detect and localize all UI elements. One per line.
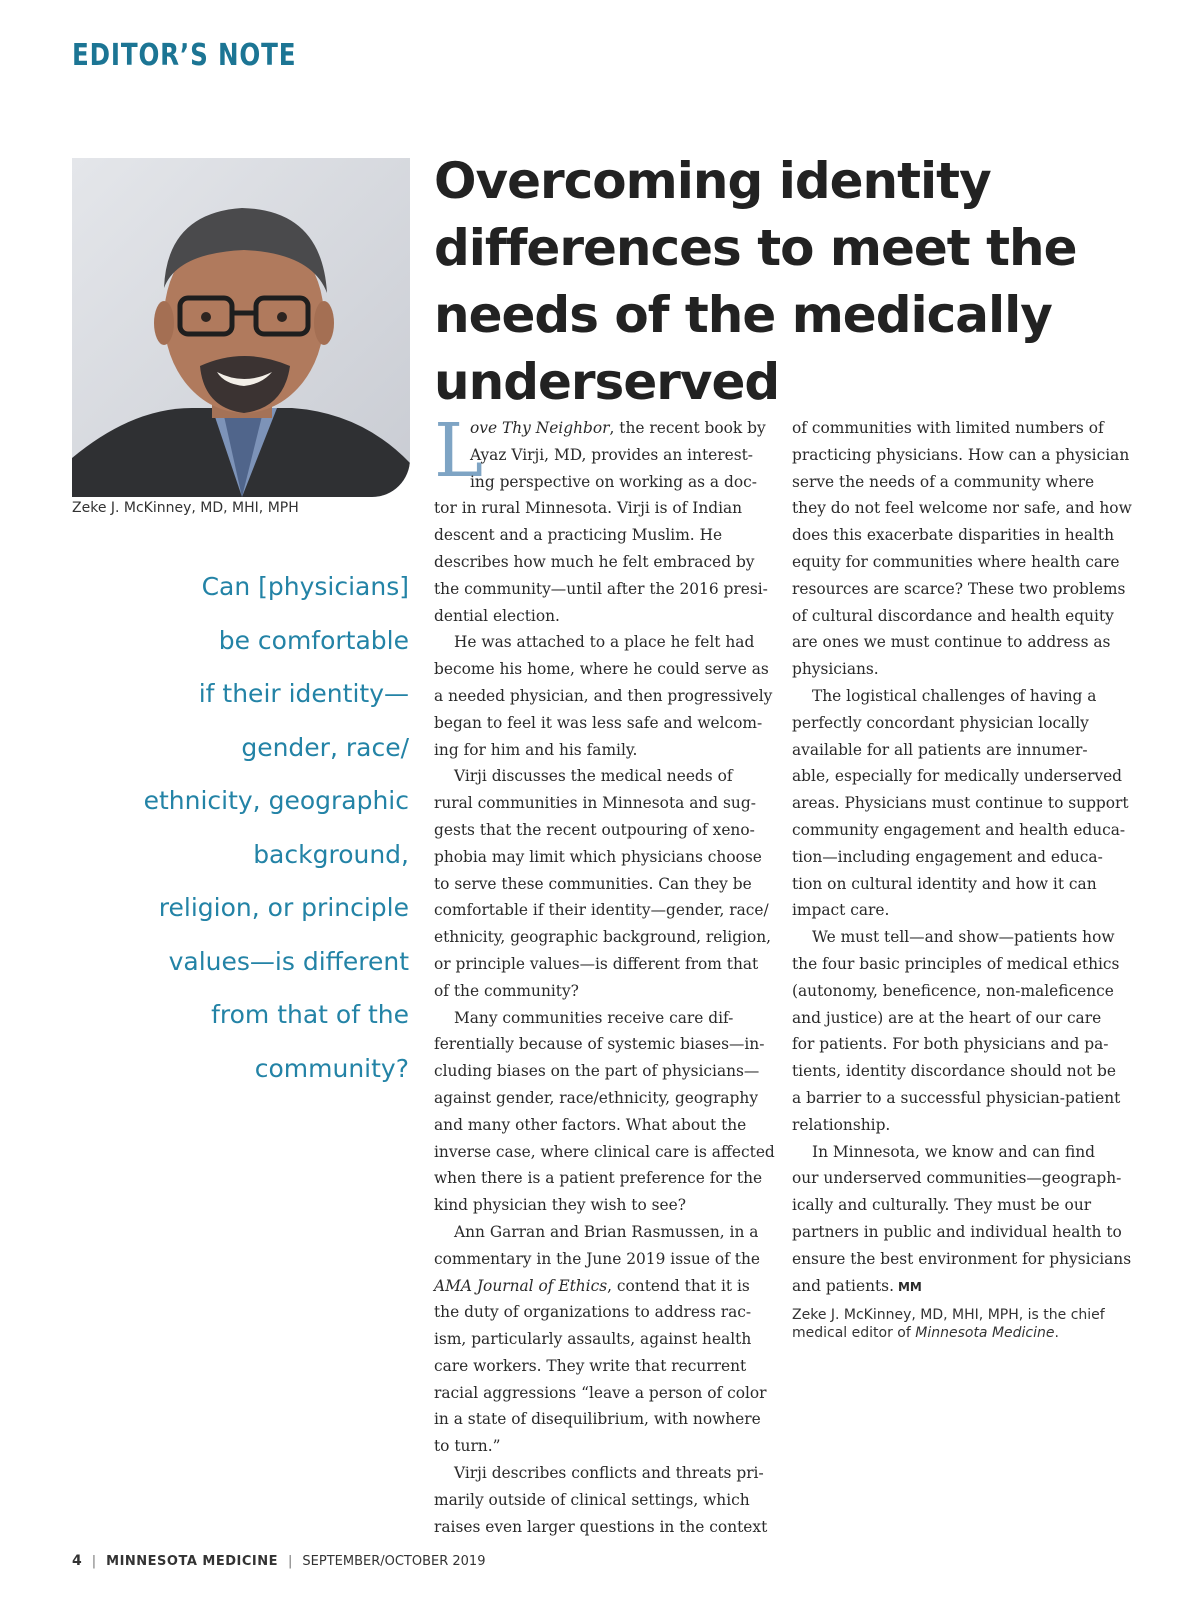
body-line: become his home, where he could serve as bbox=[434, 660, 769, 679]
pull-quote-line: gender, race/ bbox=[241, 732, 409, 762]
pull-quote-line: Can [physicians] bbox=[201, 572, 409, 601]
body-line: areas. Physicians must continue to support bbox=[792, 794, 1129, 813]
body-line: the duty of organizations to address rac- bbox=[434, 1303, 752, 1322]
body-line: ferentially because of systemic biases—in- bbox=[434, 1035, 765, 1054]
body-line: We must tell—and show—patients how bbox=[812, 928, 1115, 947]
body-line: descent and a practicing Muslim. He bbox=[434, 526, 723, 545]
body-line: racial aggressions “leave a person of color bbox=[434, 1383, 767, 1402]
body-line: are ones we must continue to address as bbox=[792, 633, 1111, 652]
headline-line: Overcoming identity bbox=[434, 152, 991, 210]
body-line: against gender, race/ethnicity, geography bbox=[434, 1088, 759, 1107]
body-line: ensure the best environment for physicians bbox=[792, 1249, 1132, 1268]
body-line: (autonomy, beneficence, non-maleficence bbox=[792, 981, 1114, 1000]
body-line: Ann Garran and Brian Rasmussen, in a bbox=[454, 1222, 759, 1241]
body-line: ism, particularly assaults, against health bbox=[434, 1330, 752, 1349]
body-line-text: and patients. bbox=[792, 1276, 894, 1295]
body-line: care workers. They write that recurrent bbox=[434, 1356, 747, 1375]
end-mark: MM bbox=[897, 1279, 922, 1294]
headline-line: underserved bbox=[434, 353, 780, 411]
pull-quote-line: from that of the bbox=[211, 1000, 409, 1029]
body-line: community engagement and health educa- bbox=[792, 820, 1126, 839]
body-line: able, especially for medically underserved bbox=[792, 767, 1123, 786]
body-line: Virji discusses the medical needs of bbox=[454, 767, 733, 786]
body-line: ing perspective on working as a doc- bbox=[470, 472, 757, 491]
author-photo bbox=[72, 158, 410, 497]
body-line: inverse case, where clinical care is affected bbox=[434, 1142, 775, 1161]
body-line: ethnicity, geographic background, religion, bbox=[434, 928, 772, 947]
body-line: practicing physicians. How can a physician bbox=[792, 445, 1130, 464]
body-line: the four basic principles of medical ethics bbox=[792, 954, 1120, 973]
photo-caption: Zeke J. McKinney, MD, MHI, MPH bbox=[72, 500, 299, 516]
body-line: tor in rural Minnesota. Virji is of Indian bbox=[434, 499, 743, 518]
journal-title: AMA Journal of Ethics bbox=[434, 1276, 608, 1295]
body-line-text: , contend that it is bbox=[607, 1276, 750, 1295]
body-line: ing for him and his family. bbox=[434, 740, 638, 759]
body-line: Virji describes conflicts and threats pri- bbox=[454, 1464, 764, 1483]
body-line-text: , the recent book by bbox=[609, 419, 766, 437]
page-number: 4 bbox=[72, 1553, 82, 1569]
body-line: the community—until after the 2016 presi- bbox=[434, 579, 768, 598]
body-line: tients, identity discordance should not be bbox=[792, 1062, 1117, 1081]
body-line: serve the needs of a community where bbox=[792, 472, 1095, 491]
body-line: of communities with limited numbers of bbox=[792, 419, 1104, 437]
pull-quote-line: be comfortable bbox=[218, 625, 409, 655]
pull-quote-line: background, bbox=[253, 839, 409, 869]
bio-text: medical editor of bbox=[792, 1325, 916, 1341]
body-line: in a state of disequilibrium, with nowhere bbox=[434, 1410, 761, 1429]
body-line: rural communities in Minnesota and sug- bbox=[434, 794, 756, 813]
pull-quote-line: community? bbox=[254, 1053, 409, 1083]
pull-quote bbox=[72, 560, 409, 1095]
magazine-name: MINNESOTA MEDICINE bbox=[106, 1553, 278, 1569]
body-line: perfectly concordant physician locally bbox=[792, 713, 1089, 732]
body-line: of cultural discordance and health equity bbox=[792, 606, 1114, 625]
article-headline bbox=[434, 148, 1154, 416]
body-line bbox=[434, 415, 776, 442]
body-column-left bbox=[434, 408, 776, 1540]
headline-line: differences to meet the bbox=[434, 219, 1077, 277]
body-column-right bbox=[792, 415, 1142, 1300]
body-line: to turn.” bbox=[434, 1437, 501, 1456]
headline-line: needs of the medically bbox=[434, 286, 1052, 344]
issue-date: SEPTEMBER/OCTOBER 2019 bbox=[302, 1553, 486, 1569]
body-line: tion on cultural identity and how it can bbox=[792, 874, 1097, 893]
body-line: equity for communities where health care bbox=[792, 552, 1120, 571]
page-footer bbox=[72, 1553, 485, 1569]
body-line: and justice) are at the heart of our care bbox=[792, 1008, 1102, 1027]
body-line bbox=[434, 1273, 776, 1300]
body-line: does this exacerbate disparities in health bbox=[792, 526, 1115, 545]
book-title: ove Thy Neighbor bbox=[470, 419, 610, 437]
body-line bbox=[792, 1273, 1142, 1301]
body-line: commentary in the June 2019 issue of the bbox=[434, 1249, 760, 1268]
body-line: gests that the recent outpouring of xeno- bbox=[434, 820, 755, 839]
body-line: they do not feel welcome nor safe, and how bbox=[792, 499, 1132, 518]
body-line: and many other factors. What about the bbox=[434, 1115, 747, 1134]
body-line: He was attached to a place he felt had bbox=[454, 633, 755, 652]
body-line: cluding biases on the part of physicians— bbox=[434, 1062, 760, 1081]
body-line: a needed physician, and then progressively bbox=[434, 686, 773, 705]
body-line: tion—including engagement and educa- bbox=[792, 847, 1103, 866]
footer-separator: | bbox=[91, 1553, 97, 1569]
section-label: EDITOR’S NOTE bbox=[72, 38, 297, 73]
bio-text: . bbox=[1054, 1325, 1059, 1341]
body-line: to serve these communities. Can they be bbox=[434, 874, 752, 893]
pull-quote-line: if their identity— bbox=[198, 679, 409, 708]
body-line: ically and culturally. They must be our bbox=[792, 1196, 1092, 1215]
body-line: Many communities receive care dif- bbox=[454, 1008, 734, 1027]
body-line: resources are scarce? These two problems bbox=[792, 579, 1126, 598]
bio-line: Zeke J. McKinney, MD, MHI, MPH, is the chief bbox=[792, 1307, 1105, 1323]
body-line: marily outside of clinical settings, which bbox=[434, 1490, 750, 1509]
body-line: raises even larger questions in the context bbox=[434, 1517, 768, 1536]
pull-quote-line: values—is different bbox=[168, 946, 409, 976]
body-line: The logistical challenges of having a bbox=[812, 686, 1097, 705]
body-line: In Minnesota, we know and can find bbox=[812, 1142, 1096, 1161]
body-line: impact care. bbox=[792, 901, 890, 920]
pull-quote-line: religion, or principle bbox=[158, 893, 409, 922]
author-bio bbox=[792, 1306, 1142, 1342]
body-line: comfortable if their identity—gender, race/ bbox=[434, 901, 769, 920]
body-line: relationship. bbox=[792, 1115, 891, 1134]
body-line: for patients. For both physicians and pa- bbox=[792, 1035, 1109, 1054]
footer-separator: | bbox=[288, 1553, 293, 1569]
body-line: dential election. bbox=[434, 606, 560, 625]
drop-cap: L bbox=[434, 408, 484, 494]
pull-quote-line: ethnicity, geographic bbox=[143, 786, 409, 815]
body-line: of the community? bbox=[434, 981, 579, 1000]
body-line: when there is a patient preference for the bbox=[434, 1169, 763, 1188]
body-line: kind physician they wish to see? bbox=[434, 1196, 687, 1215]
body-line: describes how much he felt embraced by bbox=[434, 552, 755, 571]
body-line: phobia may limit which physicians choose bbox=[434, 847, 762, 866]
body-line: our underserved communities—geograph- bbox=[792, 1169, 1122, 1188]
body-line: available for all patients are innumer- bbox=[792, 740, 1088, 759]
body-line: began to feel it was less safe and welcom- bbox=[434, 713, 763, 732]
bio-line bbox=[792, 1324, 1142, 1342]
body-line: partners in public and individual health to bbox=[792, 1222, 1122, 1241]
body-line: a barrier to a successful physician-patient bbox=[792, 1088, 1121, 1107]
author-portrait-icon bbox=[72, 158, 410, 497]
publication-name: Minnesota Medicine bbox=[915, 1325, 1055, 1341]
body-line: or principle values—is different from that bbox=[434, 954, 759, 973]
body-line: Ayaz Virji, MD, provides an interest- bbox=[470, 445, 753, 464]
body-line: physicians. bbox=[792, 660, 879, 679]
